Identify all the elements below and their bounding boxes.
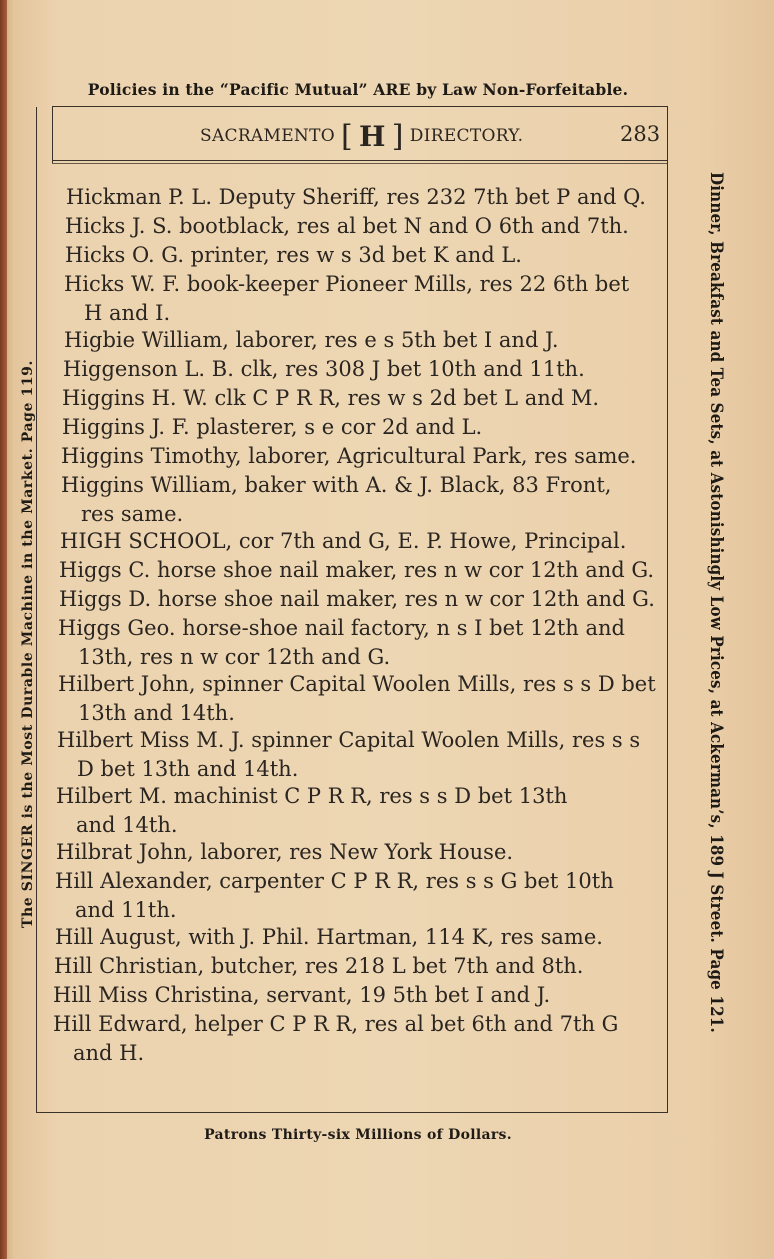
- entry-first-line: Hicks W. F. book-keeper Pioneer Mills, res 22 6th bet: [64, 272, 630, 296]
- bottom-advertisement-banner: Patrons Thirty-six Millions of Dollars.: [204, 1127, 512, 1143]
- entry-first-line: Higgs D. horse shoe nail maker, res n w cor 12th and G.: [59, 587, 655, 611]
- book-spine-edge: [0, 0, 7, 1259]
- entry-first-line: Higgenson L. B. clk, res 308 J bet 10th and 11th.: [63, 357, 585, 381]
- entry-continuation-line: 13th and 14th.: [78, 701, 235, 725]
- entry-first-line: Hicks J. S. bootblack, res al bet N and O 6th and 7th.: [65, 214, 629, 238]
- running-head: [200, 118, 523, 154]
- entry-first-line: Hilbert M. machinist C P R R, res s s D bet 13th: [56, 784, 568, 808]
- left-side-advertisement: The SINGER is the Most Durable Machine in the Market. Page 119.: [20, 360, 36, 928]
- entry-first-line: Hilbert John, spinner Capital Woolen Mills, res s s D bet: [58, 672, 656, 696]
- directory-entry: [61, 442, 636, 471]
- directory-entry: [61, 471, 611, 529]
- directory-entry: [58, 670, 656, 728]
- entry-continuation-line: D bet 13th and 14th.: [77, 757, 299, 781]
- running-head-letter: H: [359, 119, 386, 153]
- entry-continuation-line: and H.: [73, 1041, 145, 1065]
- running-head-city: SACRAMENTO: [200, 126, 335, 146]
- running-head-close-bracket: ]: [391, 118, 404, 154]
- running-head-directory: DIRECTORY.: [409, 126, 524, 146]
- directory-entry: [65, 241, 522, 270]
- directory-entry: [59, 556, 654, 585]
- directory-entry: [60, 527, 626, 556]
- entry-first-line: Hill Edward, helper C P R R, res al bet 6th and 7th G: [53, 1012, 619, 1036]
- directory-entry: [63, 355, 585, 384]
- entry-first-line: Higgs Geo. horse-shoe nail factory, n s I bet 12th and: [58, 616, 625, 640]
- directory-entry: [55, 867, 614, 925]
- entry-first-line: Higgins Timothy, laborer, Agricultural Park, res same.: [61, 444, 637, 468]
- directory-entry: [59, 585, 655, 614]
- entry-first-line: HIGH SCHOOL, cor 7th and G, E. P. Howe, Principal.: [60, 529, 627, 553]
- entry-first-line: Hicks O. G. printer, res w s 3d bet K and L.: [65, 243, 522, 267]
- directory-entry: [53, 1010, 618, 1068]
- right-border-rule: [667, 107, 668, 1112]
- header-rule-thin: [52, 163, 668, 164]
- entry-first-line: Hill August, with J. Phil. Hartman, 114 K, res same.: [55, 925, 603, 949]
- entry-first-line: Higgins H. W. clk C P R R, res w s 2d bet L and M.: [62, 386, 600, 410]
- directory-entry: [57, 726, 640, 784]
- entry-first-line: Higgins J. F. plasterer, s e cor 2d and L.: [62, 415, 483, 439]
- bottom-rule: [36, 1112, 668, 1113]
- directory-entry: [62, 413, 482, 442]
- entry-continuation-line: H and I.: [84, 301, 171, 325]
- entry-continuation-line: res same.: [81, 502, 184, 526]
- entry-first-line: Hill Miss Christina, servant, 19 5th bet I and J.: [53, 983, 551, 1007]
- directory-entry: [64, 326, 559, 355]
- directory-entry: [65, 212, 629, 241]
- directory-entry: [55, 923, 603, 952]
- directory-entry: [56, 782, 567, 840]
- entry-first-line: Hilbrat John, laborer, res New York House.: [56, 840, 514, 864]
- directory-entry: [62, 384, 599, 413]
- entry-continuation-line: 13th, res n w cor 12th and G.: [78, 645, 391, 669]
- directory-entry: [66, 183, 646, 212]
- left-inner-border-rule: [52, 107, 53, 163]
- directory-entry: [53, 981, 550, 1010]
- directory-entry: [54, 952, 583, 981]
- entry-first-line: Hickman P. L. Deputy Sheriff, res 232 7th bet P and Q.: [66, 185, 646, 209]
- top-advertisement-banner: Policies in the “Pacific Mutual” ARE by Law Non-Forfeitable.: [87, 80, 629, 99]
- entry-first-line: Hill Christian, butcher, res 218 L bet 7th and 8th.: [54, 954, 584, 978]
- page-number: 283: [620, 122, 661, 146]
- directory-entry: [58, 614, 625, 672]
- right-side-advertisement: Dinner, Breakfast and Tea Sets, at Astonishingly Low Prices, at Ackerman’s, 189 J Street. Page 121.: [706, 172, 726, 1033]
- top-rule: [52, 106, 668, 107]
- directory-entry: [64, 270, 629, 328]
- entry-continuation-line: and 14th.: [76, 813, 178, 837]
- entry-first-line: Higgs C. horse shoe nail maker, res n w cor 12th and G.: [59, 558, 655, 582]
- header-rule: [52, 160, 668, 161]
- entry-first-line: Hill Alexander, carpenter C P R R, res s s G bet 10th: [55, 869, 614, 893]
- running-head-open-bracket: [: [340, 118, 353, 154]
- entry-first-line: Hilbert Miss M. J. spinner Capital Woolen Mills, res s s: [57, 728, 641, 752]
- entry-continuation-line: and 11th.: [75, 898, 177, 922]
- entry-first-line: Higbie William, laborer, res e s 5th bet I and J.: [64, 328, 559, 352]
- entry-first-line: Higgins William, baker with A. & J. Black, 83 Front,: [61, 473, 612, 497]
- directory-entry: [56, 838, 513, 867]
